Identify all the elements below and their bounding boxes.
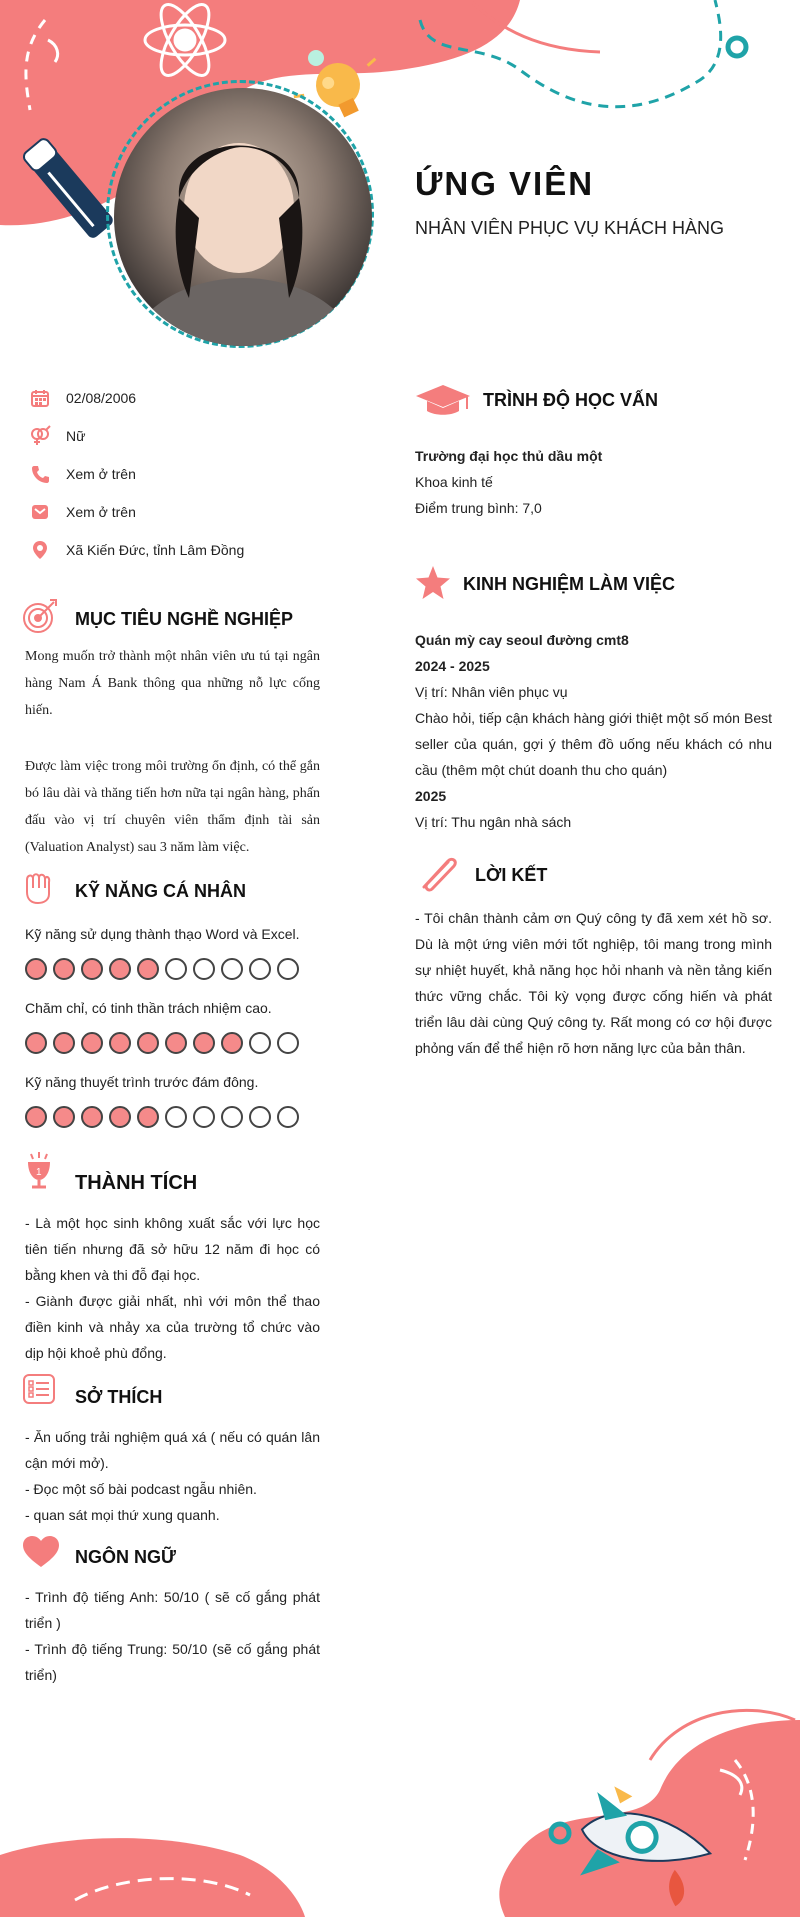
target-icon bbox=[22, 598, 58, 639]
rating-dot-empty bbox=[221, 1106, 243, 1128]
closing-title: LỜI KẾT bbox=[475, 865, 548, 885]
education-school: Trường đại học thủ dầu một bbox=[415, 448, 603, 464]
skill-label-3: Kỹ năng thuyết trình trước đám đông. bbox=[25, 1074, 259, 1090]
contact-phone bbox=[28, 462, 136, 486]
paperclip-icon bbox=[418, 853, 460, 898]
experience-period-2: 2025 bbox=[415, 788, 447, 804]
hobby-line-3: - quan sát mọi thứ xung quanh. bbox=[25, 1507, 220, 1523]
rating-dot-filled bbox=[53, 1032, 75, 1054]
objective-title: MỤC TIÊU NGHỀ NGHIỆP bbox=[75, 609, 294, 629]
achievement-line-2: - Giành được giải nhất, nhì với môn thể thao điền kinh và nhảy xa của trường tổ chức vào dịp hội khoẻ phù đổng. bbox=[25, 1293, 320, 1361]
contact-email bbox=[28, 500, 136, 524]
gender-text: Nữ bbox=[66, 428, 86, 444]
rating-dot-filled bbox=[25, 1032, 47, 1054]
rating-dot-empty bbox=[165, 958, 187, 980]
checklist-icon bbox=[22, 1373, 56, 1410]
birthday-text: 02/08/2006 bbox=[66, 390, 137, 406]
rating-dot-filled bbox=[53, 958, 75, 980]
contact-birthday bbox=[28, 386, 136, 410]
address-text: Xã Kiến Đức, tỉnh Lâm Đồng bbox=[66, 542, 245, 558]
avatar-portrait bbox=[114, 88, 372, 346]
achievement-line-1: - Là một học sinh không xuất sắc với lực học tiên tiến nhưng đã sở hữu 12 năm đi học có bằng khen và thi đỗ đại học. bbox=[25, 1215, 320, 1283]
experience-company: Quán mỳ cay seoul đường cmt8 bbox=[415, 632, 629, 648]
experience-role-2: Vị trí: Thu ngân nhà sách bbox=[415, 814, 572, 830]
rating-dot-filled bbox=[137, 1106, 159, 1128]
phone-icon bbox=[28, 462, 52, 486]
rating-dot-empty bbox=[193, 958, 215, 980]
hobbies-title: SỞ THÍCH bbox=[75, 1387, 163, 1407]
heart-icon bbox=[22, 1535, 60, 1574]
phone-text: Xem ở trên bbox=[66, 466, 136, 482]
graduation-cap-icon bbox=[415, 383, 471, 422]
rating-dot-filled bbox=[165, 1032, 187, 1054]
rating-dot-filled bbox=[25, 958, 47, 980]
trophy-icon bbox=[22, 1150, 56, 1195]
ring-shape bbox=[728, 38, 746, 56]
education-faculty: Khoa kinh tế bbox=[415, 474, 493, 490]
skill-rating-3 bbox=[25, 1106, 299, 1128]
email-icon bbox=[28, 500, 52, 524]
svg-text:1: 1 bbox=[36, 1167, 42, 1178]
contact-gender bbox=[28, 424, 85, 448]
languages-title: NGÔN NGỮ bbox=[75, 1547, 176, 1567]
rating-dot-filled bbox=[81, 958, 103, 980]
language-line-2: - Trình độ tiếng Trung: 50/10 (sẽ cố gắng phát triển) bbox=[25, 1641, 320, 1683]
skill-label-2: Chăm chỉ, có tinh thần trách nhiệm cao. bbox=[25, 1000, 272, 1016]
achievements-title: THÀNH TÍCH bbox=[75, 1172, 198, 1194]
closing-text: - Tôi chân thành cảm ơn Quý công ty đã xem xét hồ sơ. Dù là một ứng viên mới tốt nghiệp, tôi mang trong mình sự nhiệt huyết, khả năng học hỏi nhanh và nền tảng kiến thức vững chắc. Tôi kỳ vọng được cống hiến và phát triển lâu dài cùng Quý công ty. Rất mong có cơ hội được phỏng vấn để thể hiện rõ hơn năng lực của bản thân. bbox=[415, 910, 772, 1056]
rating-dot-empty bbox=[221, 958, 243, 980]
rating-dot-empty bbox=[277, 958, 299, 980]
rating-dot-filled bbox=[221, 1032, 243, 1054]
experience-description-1: Chào hỏi, tiếp cận khách hàng giới thiệt một số món Best seller của quán, gợi ý thêm đồ uống nếu khách có nhu cầu (thêm một chút doanh thu cho quán) bbox=[415, 710, 772, 778]
rating-dot-empty bbox=[193, 1106, 215, 1128]
rating-dot-filled bbox=[53, 1106, 75, 1128]
rating-dot-empty bbox=[249, 958, 271, 980]
email-text: Xem ở trên bbox=[66, 504, 136, 520]
experience-role-1: Vị trí: Nhân viên phục vụ bbox=[415, 684, 568, 700]
rating-dot-filled bbox=[109, 958, 131, 980]
education-title: TRÌNH ĐỘ HỌC VẤN bbox=[483, 390, 658, 410]
gender-icon bbox=[28, 424, 52, 448]
rating-dot-filled bbox=[109, 1106, 131, 1128]
rating-dot-filled bbox=[81, 1032, 103, 1054]
rating-dot-filled bbox=[109, 1032, 131, 1054]
rating-dot-filled bbox=[25, 1106, 47, 1128]
rating-dot-empty bbox=[277, 1032, 299, 1054]
calendar-icon bbox=[28, 386, 52, 410]
objective-paragraph-2: Được làm việc trong môi trường ổn định, có thể gắn bó lâu dài và thăng tiến hơn nữa tại ngân hàng, phấn đấu vào vị trí chuyên viên thẩm định tài sản (Valuation Analyst) sau 3 năm làm việc. bbox=[25, 759, 320, 855]
star-icon bbox=[415, 565, 451, 606]
rating-dot-filled bbox=[193, 1032, 215, 1054]
rating-dot-empty bbox=[165, 1106, 187, 1128]
contact-address bbox=[28, 538, 244, 562]
rating-dot-filled bbox=[81, 1106, 103, 1128]
rating-dot-empty bbox=[249, 1106, 271, 1128]
experience-title: KINH NGHIỆM LÀM VIỆC bbox=[463, 574, 676, 594]
objective-paragraph-1: Mong muốn trở thành một nhân viên ưu tú tại ngân hàng Nam Á Bank thông qua những nỗ lực cống hiến. bbox=[25, 649, 320, 718]
education-gpa: Điểm trung bình: 7,0 bbox=[415, 500, 542, 516]
avatar bbox=[114, 88, 372, 346]
bottom-left-blob-shape bbox=[0, 1838, 305, 1917]
candidate-position: NHÂN VIÊN PHỤC VỤ KHÁCH HÀNG bbox=[415, 218, 725, 238]
skill-rating-2 bbox=[25, 1032, 299, 1054]
rating-dot-empty bbox=[277, 1106, 299, 1128]
location-pin-icon bbox=[28, 538, 52, 562]
experience-period-1: 2024 - 2025 bbox=[415, 658, 490, 674]
skill-rating-1 bbox=[25, 958, 299, 980]
hobby-line-2: - Đọc một số bài podcast ngẫu nhiên. bbox=[25, 1481, 257, 1497]
rating-dot-empty bbox=[249, 1032, 271, 1054]
skill-label-1: Kỹ năng sử dụng thành thạo Word và Excel. bbox=[25, 926, 300, 942]
fist-icon bbox=[22, 870, 52, 909]
hobby-line-1: - Ăn uống trải nghiệm quá xá ( nếu có quán lân cận mới mở). bbox=[25, 1429, 320, 1471]
candidate-name: ỨNG VIÊN bbox=[415, 165, 595, 202]
rating-dot-filled bbox=[137, 1032, 159, 1054]
rating-dot-filled bbox=[137, 958, 159, 980]
language-line-1: - Trình độ tiếng Anh: 50/10 ( sẽ cố gắng phát triển ) bbox=[25, 1589, 320, 1631]
skills-title: KỸ NĂNG CÁ NHÂN bbox=[75, 881, 246, 901]
